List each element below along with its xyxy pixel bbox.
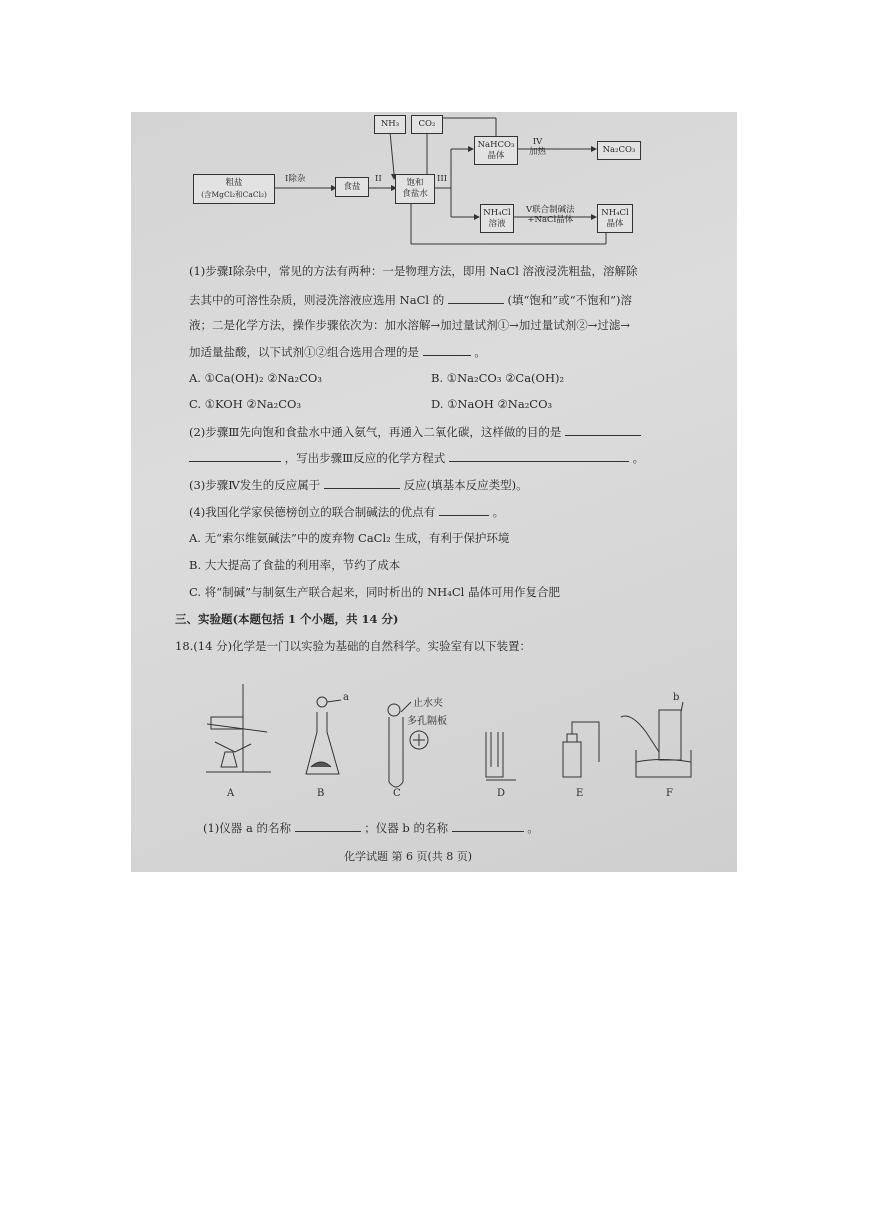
nahco3-box [474,136,518,165]
q18-1-c: 。 [527,821,539,835]
label-clamp: 止水夹 [413,698,443,709]
q1-option-b: B. ①Na₂CO₃ ②Ca(OH)₂ [431,371,565,385]
q2-line2 [189,450,644,465]
q1-blank-reagent[interactable] [423,344,471,356]
brine-label-1: 饱和 [406,178,424,188]
q1-line3: 液；二是化学方法，操作步骤依次为：加水溶解→加过量试剂①→加过量试剂②→过滤→ [189,318,631,332]
q4-line-b: 。 [492,505,505,519]
step1-label: I除杂 [285,174,306,184]
step4-label [529,137,546,157]
step4-text: 加热 [529,147,547,157]
q2-blank-purpose-b[interactable] [189,450,281,462]
q3-line-b: 反应(填基本反应类型)。 [403,478,528,492]
step4-num: IV [532,137,543,147]
salt-label: 食盐 [343,181,361,192]
q1-line1: (1)步骤Ⅰ除杂中，常见的方法有两种：一是物理方法，即用 NaCl 溶液浸洗粗盐，溶解除 [189,264,638,278]
nh3-label: NH₃ [380,119,400,129]
salt-box [335,177,369,197]
step5-text-2: +NaCl晶体 [527,215,574,225]
q1-option-d: D. ①NaOH ②Na₂CO₃ [431,397,553,411]
q4-option-b: B. 大大提高了食盐的利用率，节约了成本 [189,558,401,572]
flowchart-arrows [131,112,737,872]
q4-line-a: (4)我国化学家侯德榜创立的联合制碱法的优点有 [189,505,436,519]
step5-text-1: V联合制碱法 [526,205,575,215]
section3-heading: 三、实验题(本题包括 1 个小题，共 14 分) [175,612,399,626]
crude-salt-sub: (含MgCl₂和CaCl₂) [201,190,267,199]
q1-option-a: A. ①Ca(OH)₂ ②Na₂CO₃ [189,371,322,385]
nh4cl-crystal-box [597,204,633,233]
crude-salt-box [193,174,275,204]
q1-line4 [189,344,486,359]
step5-label [526,205,575,225]
q18-1-blank-a[interactable] [295,820,361,832]
step3-label: III [437,174,448,184]
nh4cl-solution-label-1: NH₄Cl [483,207,511,218]
q1-line4-b: 。 [474,345,486,359]
q18-1-blank-b[interactable] [452,820,524,832]
q2-line1-text: (2)步骤Ⅲ先向饱和食盐水中通入氨气，再通入二氧化碳，这样做的目的是 [189,425,562,439]
co2-box [411,115,443,134]
label-a: a [343,692,349,703]
q4-option-c: C. 将“制碱”与制氨生产联合起来，同时析出的 NH₄Cl 晶体可用作复合肥 [189,585,560,599]
q2-line2-b: 。 [632,451,645,465]
q4-blank-advantage[interactable] [439,504,489,516]
na2co3-label: Na₂CO₃ [602,145,636,155]
q4-line [189,504,504,519]
crude-salt-label: 粗盐 [225,178,243,188]
q18-stem: 18.(14 分)化学是一门以实验为基础的自然科学。实验室有以下装置： [175,639,532,653]
q2-blank-equation[interactable] [449,450,629,462]
nahco3-label-2: 晶体 [487,150,505,161]
apparatus-f-label: F [666,788,673,799]
page-footer: 化学试题 第 6 页(共 8 页) [344,850,473,863]
nh4cl-solution-label-2: 溶液 [488,218,506,229]
q1-line2 [189,292,632,307]
q4-option-a: A. 无“索尔维氨碱法”中的废弃物 CaCl₂ 生成，有利于保护环境 [189,531,510,545]
nh4cl-crystal-label-1: NH₄Cl [601,207,629,218]
nh4cl-crystal-label-2: 晶体 [606,218,624,229]
apparatus-e-label: E [576,788,584,799]
co2-label: CO₂ [418,119,436,129]
nh4cl-solution-box [480,204,514,233]
apparatus-a-label: A [227,788,235,799]
q18-1-b: ；仪器 b 的名称 [364,821,448,835]
q18-1-a: (1)仪器 a 的名称 [203,821,291,835]
q3-line-a: (3)步骤Ⅳ发生的反应属于 [189,478,321,492]
exam-page-photo [131,112,737,872]
q3-blank-reaction-type[interactable] [324,477,400,489]
q1-line2-b: (填“饱和”或“不饱和”)溶 [507,293,633,307]
nh3-box [374,115,406,134]
apparatus-b-label: B [317,788,325,799]
brine-label-2: 食盐水 [402,189,428,199]
q1-option-c: C. ①KOH ②Na₂CO₃ [189,397,302,411]
q1-line4-a: 加适量盐酸，以下试剂①②组合选用合理的是 [189,345,419,359]
brine-box [395,174,435,204]
q2-line2-a: ，写出步骤Ⅲ反应的化学方程式 [284,451,446,465]
apparatus-c-label: C [393,788,401,799]
q18-1-line [203,820,539,835]
q1-line2-a: 去其中的可溶性杂质，则浸洗溶液应选用 NaCl 的 [189,293,445,307]
label-b: b [673,692,680,703]
apparatus-d-label: D [497,788,506,799]
q3-line [189,477,528,492]
q2-line1 [189,424,641,439]
na2co3-box [597,141,641,160]
nahco3-label-1: NaHCO₃ [477,139,515,150]
label-porous-plate: 多孔隔板 [407,716,447,727]
q1-blank-saturated[interactable] [448,292,504,304]
step2-label: II [375,174,382,184]
q2-blank-purpose-a[interactable] [565,424,641,436]
